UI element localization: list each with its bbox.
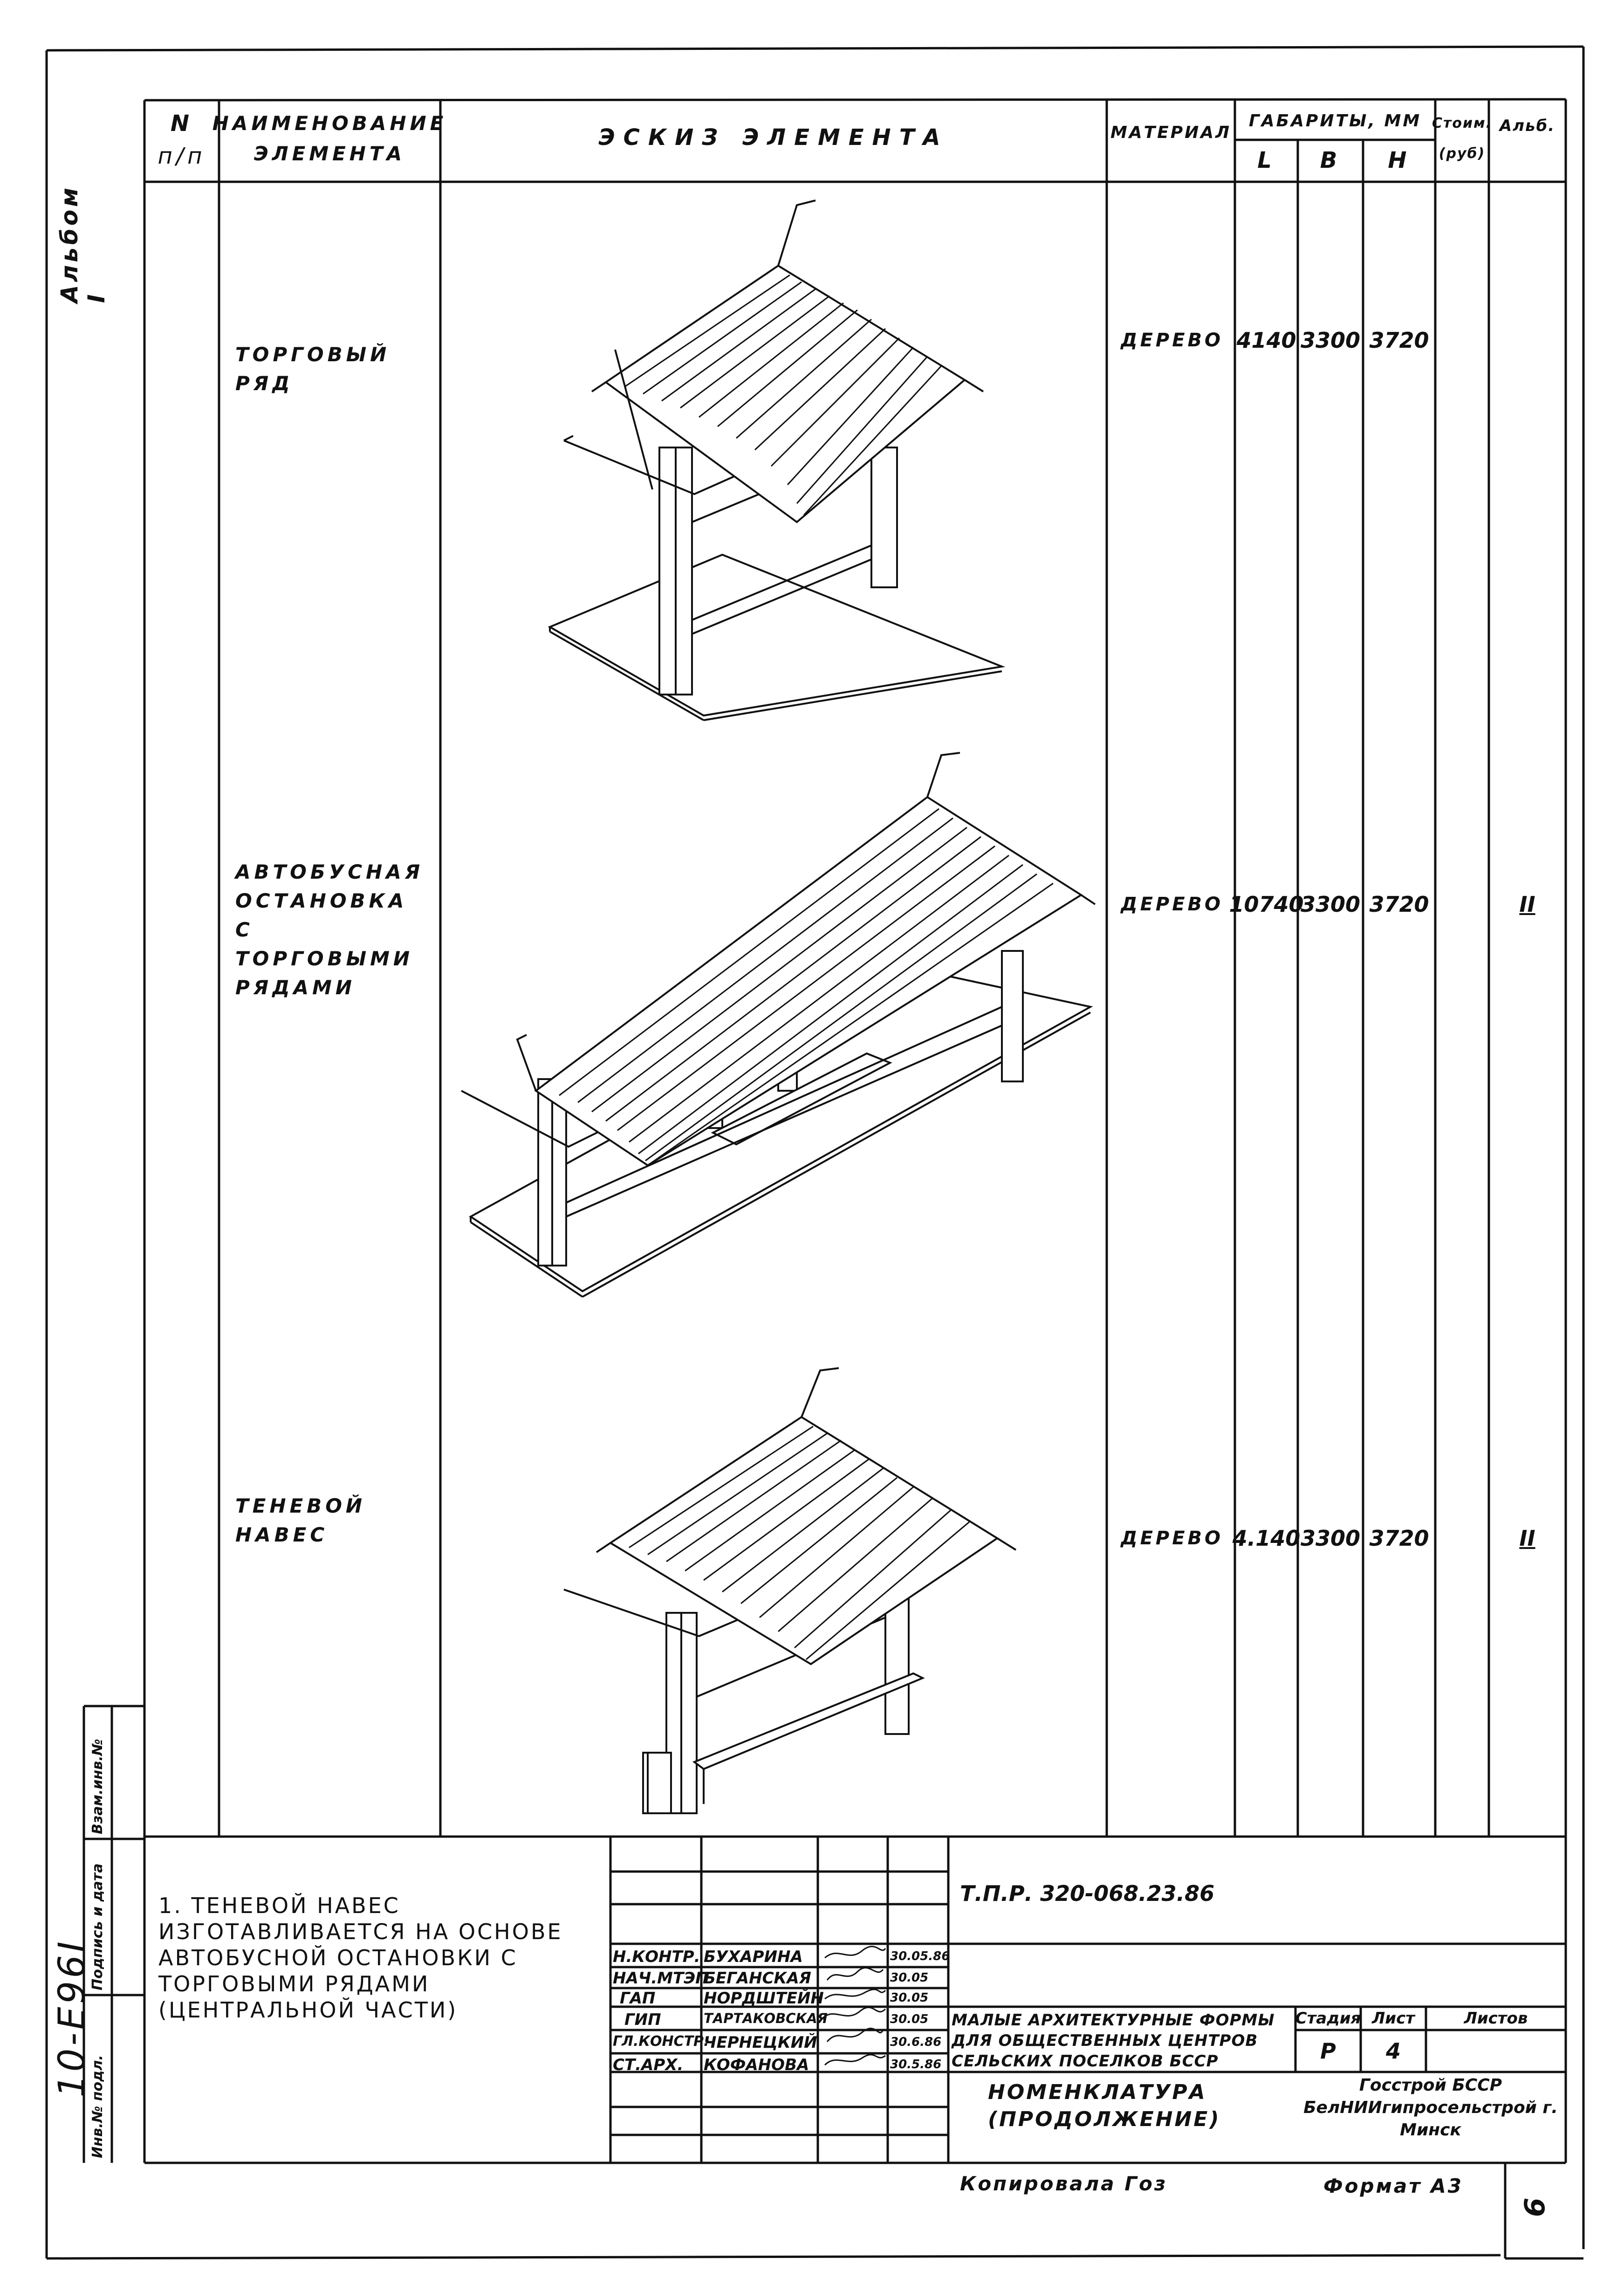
row-2-material: ДЕРЕВО [1120, 894, 1224, 915]
header-dim-l: L [1257, 147, 1275, 173]
stamp-label-original: Инв.№ подл. [89, 2055, 106, 2158]
sig-role-2: НАЧ.МТЭП [613, 1969, 709, 1988]
row-2-name: АВТОБУСНАЯ ОСТАНОВКА С ТОРГОВЫМИ РЯДАМИ [235, 860, 424, 999]
paper-format: Формат А3 [1323, 2175, 1463, 2197]
document-title: НОМЕНКЛАТУРА (ПРОДОЛЖЕНИЕ) [988, 2080, 1221, 2131]
sketch-shade-canopy [550, 1342, 1035, 1827]
header-cost-unit: (руб) [1439, 145, 1486, 162]
sig-date-4: 30.05 [890, 2012, 929, 2026]
header-num-sub: п/п [158, 143, 206, 169]
row-3-album: II [1519, 1526, 1535, 1551]
row-3-material: ДЕРЕВО [1120, 1528, 1224, 1549]
sig-role-6: СТ.АРХ. [613, 2056, 684, 2074]
row-3-b: 3300 [1300, 1526, 1361, 1551]
header-dims: ГАБАРИТЫ, ММ [1248, 111, 1422, 131]
sig-date-5: 30.6.86 [890, 2035, 942, 2049]
row-3-l: 4.140 [1232, 1526, 1301, 1551]
sheet-label: Лист [1372, 2009, 1415, 2028]
album-side-label: Альбом I [56, 185, 110, 303]
row-2-b: 3300 [1300, 892, 1361, 917]
sheets-value [1426, 2030, 1566, 2072]
inventory-number: 10-E96I [51, 1939, 93, 2098]
sig-role-4: ГИП [624, 2010, 661, 2029]
stage-label: Стадия [1295, 2009, 1361, 2028]
sketch-bus-stop [452, 746, 1104, 1310]
row-3-h: 3720 [1369, 1526, 1429, 1551]
sig-role-1: Н.КОНТР. [613, 1948, 700, 1966]
sig-date-1: 30.05.86 [890, 1949, 950, 1963]
row-1-album [1489, 322, 1566, 359]
row-2-cost [1435, 886, 1489, 923]
stamp-label-signature: Подпись и дата [89, 1863, 106, 1990]
sig-date-2: 30.05 [890, 1971, 929, 1985]
sheet-value: 4 [1385, 2038, 1401, 2064]
header-dim-h: H [1388, 147, 1411, 173]
sig-date-3: 30.05 [890, 1991, 929, 2005]
header-num: N [170, 110, 193, 137]
header-material: МАТЕРИАЛ [1110, 123, 1232, 142]
row-1-h: 3720 [1369, 328, 1429, 353]
row-3-name: ТЕНЕВОЙ НАВЕС [235, 1494, 366, 1546]
sig-name-5: ЧЕРНЕЦКИЙ [704, 2033, 817, 2052]
signature-marks [820, 1944, 888, 2074]
row-2-l: 10740 [1229, 892, 1304, 917]
header-dim-b: B [1320, 147, 1341, 173]
sig-name-4: ТАРТАКОВСКАЯ [704, 2010, 828, 2026]
organization: Госстрой БССР БелНИИгипросельстрой г. Минск [1303, 2076, 1558, 2140]
sig-role-3: ГАП [620, 1989, 656, 2008]
sketch-market-stall [536, 186, 1025, 736]
sig-date-6: 30.5.86 [890, 2058, 942, 2072]
row-1-l: 4140 [1236, 328, 1296, 353]
header-name: НАИМЕНОВАНИЕ [212, 112, 447, 135]
row-1-cost [1435, 322, 1489, 359]
row-1-b: 3300 [1300, 328, 1361, 353]
stage-value: Р [1320, 2038, 1336, 2064]
sig-name-1: БУХАРИНА [704, 1948, 803, 1966]
stamp-label-replacement: Взам.инв.№ [89, 1739, 106, 1834]
row-1-material: ДЕРЕВО [1120, 330, 1224, 351]
row-3-cost [1435, 1520, 1489, 1557]
sig-role-5: ГЛ.КОНСТР. [613, 2033, 709, 2050]
row-2-album: II [1519, 892, 1535, 917]
sig-name-2: БЕГАНСКАЯ [704, 1969, 811, 1988]
page-number: 9 [1517, 2197, 1550, 2217]
row-1-name: ТОРГОВЫЙ РЯД [235, 343, 391, 395]
row-2-h: 3720 [1369, 892, 1429, 917]
project-code: Т.П.Р. 320-068.23.86 [960, 1881, 1215, 1906]
sig-name-6: КОФАНОВА [704, 2056, 809, 2074]
copied-by: Копировала Гоз [960, 2172, 1168, 2195]
header-cost: Стоим. [1432, 115, 1492, 131]
header-album: Альб. [1499, 117, 1555, 135]
header-name-sub: ЭЛЕМЕНТА [254, 142, 406, 165]
project-title: МАЛЫЕ АРХИТЕКТУРНЫЕ ФОРМЫ ДЛЯ ОБЩЕСТВЕННЫХ ЦЕНТРОВ СЕЛЬСКИХ ПОСЕЛКОВ БССР [952, 2011, 1275, 2071]
sheets-label: Листов [1464, 2009, 1528, 2028]
note-text: 1. ТЕНЕВОЙ НАВЕС ИЗГОТАВЛИВАЕТСЯ НА ОСНОВЕ АВТОБУСНОЙ ОСТАНОВКИ С ТОРГОВЫМИ РЯДАМИ (ЦЕНТРАЛЬНОЙ ЧАСТИ) [158, 1893, 563, 2023]
sig-name-3: НОРДШТЕЙН [704, 1989, 824, 2008]
header-sketch: ЭСКИЗ ЭЛЕМЕНТА [598, 124, 949, 151]
